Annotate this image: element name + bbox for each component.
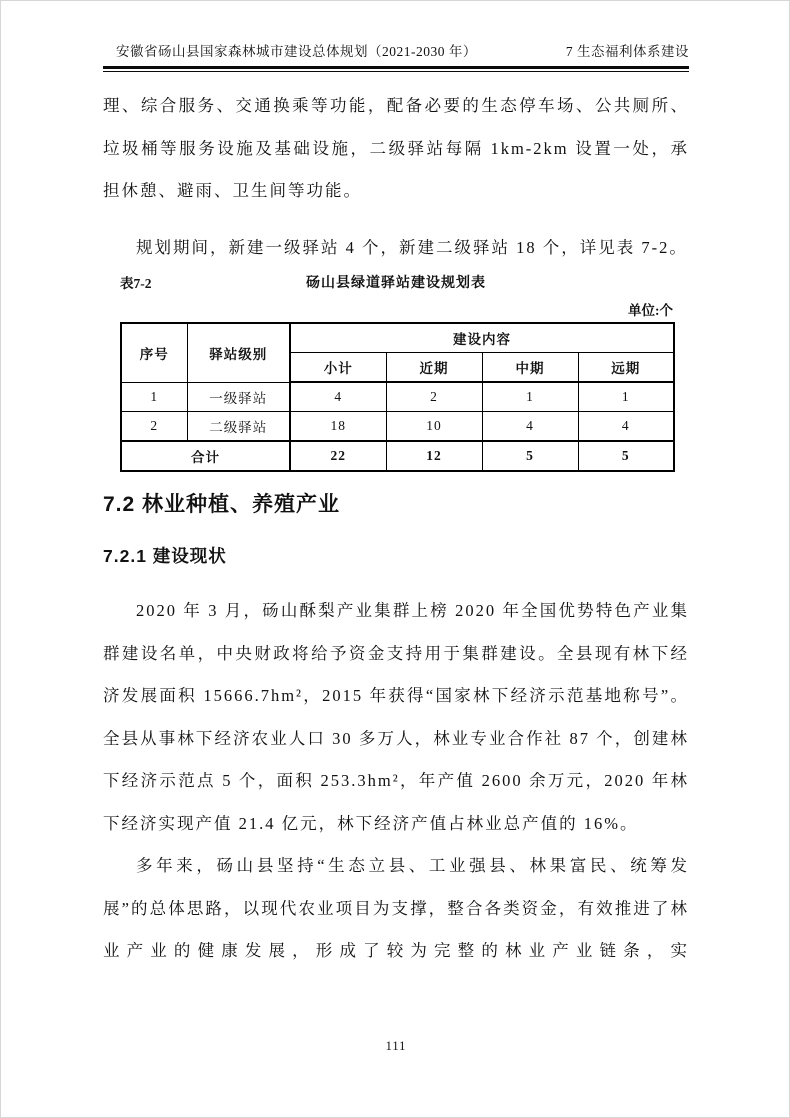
th-subtotal: 小计	[290, 353, 386, 383]
cell-total-subtotal: 22	[290, 441, 386, 471]
page-header-row	[103, 43, 689, 61]
cell-level: 二级驿站	[187, 412, 290, 442]
table-title: 砀山县绿道驿站建设规划表	[306, 276, 486, 291]
cell-near: 2	[386, 382, 482, 412]
page-number: 111	[385, 1039, 407, 1053]
greenway-station-table	[120, 322, 675, 472]
section-heading-7-2: 7.2 林业种植、养殖产业	[103, 493, 341, 516]
cell-index: 2	[121, 412, 187, 442]
paragraph-industry-strategy: 多年来，砀山县坚持“生态立县、工业强县、林果富民、统筹发展”的总体思路，以现代农业项目为支撑，整合各类资金，有效推进了林业产业的健康发展，形成了较为完整的林业产业链条，实	[103, 856, 689, 960]
th-near-term: 近期	[386, 353, 482, 383]
cell-near: 10	[386, 412, 482, 442]
paragraph-station-plan: 规划期间，新建一级驿站 4 个，新建二级驿站 18 个，详见表 7-2。	[136, 237, 688, 257]
cell-total-label: 合计	[121, 441, 290, 471]
table-row-level1	[121, 382, 674, 412]
th-construction-content: 建设内容	[290, 323, 674, 353]
section-heading-7-2-1: 7.2.1 建设现状	[103, 546, 227, 566]
header-rule	[103, 66, 689, 72]
cell-total-mid: 5	[482, 441, 578, 471]
table-caption-row	[103, 274, 689, 294]
cell-total-far: 5	[578, 441, 674, 471]
table-header-row-1	[121, 323, 674, 353]
cell-mid: 4	[482, 412, 578, 442]
th-station-level: 驿站级别	[187, 323, 290, 382]
header-right-title: 7 生态福利体系建设	[565, 44, 689, 59]
cell-total-near: 12	[386, 441, 482, 471]
cell-subtotal: 18	[290, 412, 386, 442]
th-index: 序号	[121, 323, 187, 382]
cell-subtotal: 4	[290, 382, 386, 412]
cell-index: 1	[121, 382, 187, 412]
cell-far: 1	[578, 382, 674, 412]
header-left-title: 安徽省砀山县国家森林城市建设总体规划（2021-2030 年）	[116, 44, 477, 59]
cell-far: 4	[578, 412, 674, 442]
page-content	[103, 1, 689, 973]
table-label: 表7-2	[120, 276, 152, 291]
table-total-row	[121, 441, 674, 471]
page-header	[103, 43, 689, 72]
table-unit-label: 单位:个	[628, 303, 673, 318]
paragraph-greenway-functions: 理、综合服务、交通换乘等功能，配备必要的生态停车场、公共厕所、垃圾桶等服务设施及基础设施，二级驿站每隔 1km-2km 设置一处，承担休憩、避雨、卫生间等功能。	[103, 96, 689, 200]
cell-level: 一级驿站	[187, 382, 290, 412]
th-far-term: 远期	[578, 353, 674, 383]
th-mid-term: 中期	[482, 353, 578, 383]
cell-mid: 1	[482, 382, 578, 412]
paragraph-industry-status: 2020 年 3 月，砀山酥梨产业集群上榜 2020 年全国优势特色产业集群建设名单，中央财政将给予资金支持用于集群建设。全县现有林下经济发展面积 15666.7hm²，2015 年获得“国家林下经济示范基地称号”。全县从事林下经济农业人口 30 多万人，林业专业合作社 87 个，创建林下经济示范点 5 个，面积 253.3hm²，年产值 2600 余万元，2020 年林下经济实现产值 21.4 亿元，林下经济产值占林业总产值的 16%。	[103, 601, 689, 833]
table-row-level2	[121, 412, 674, 442]
